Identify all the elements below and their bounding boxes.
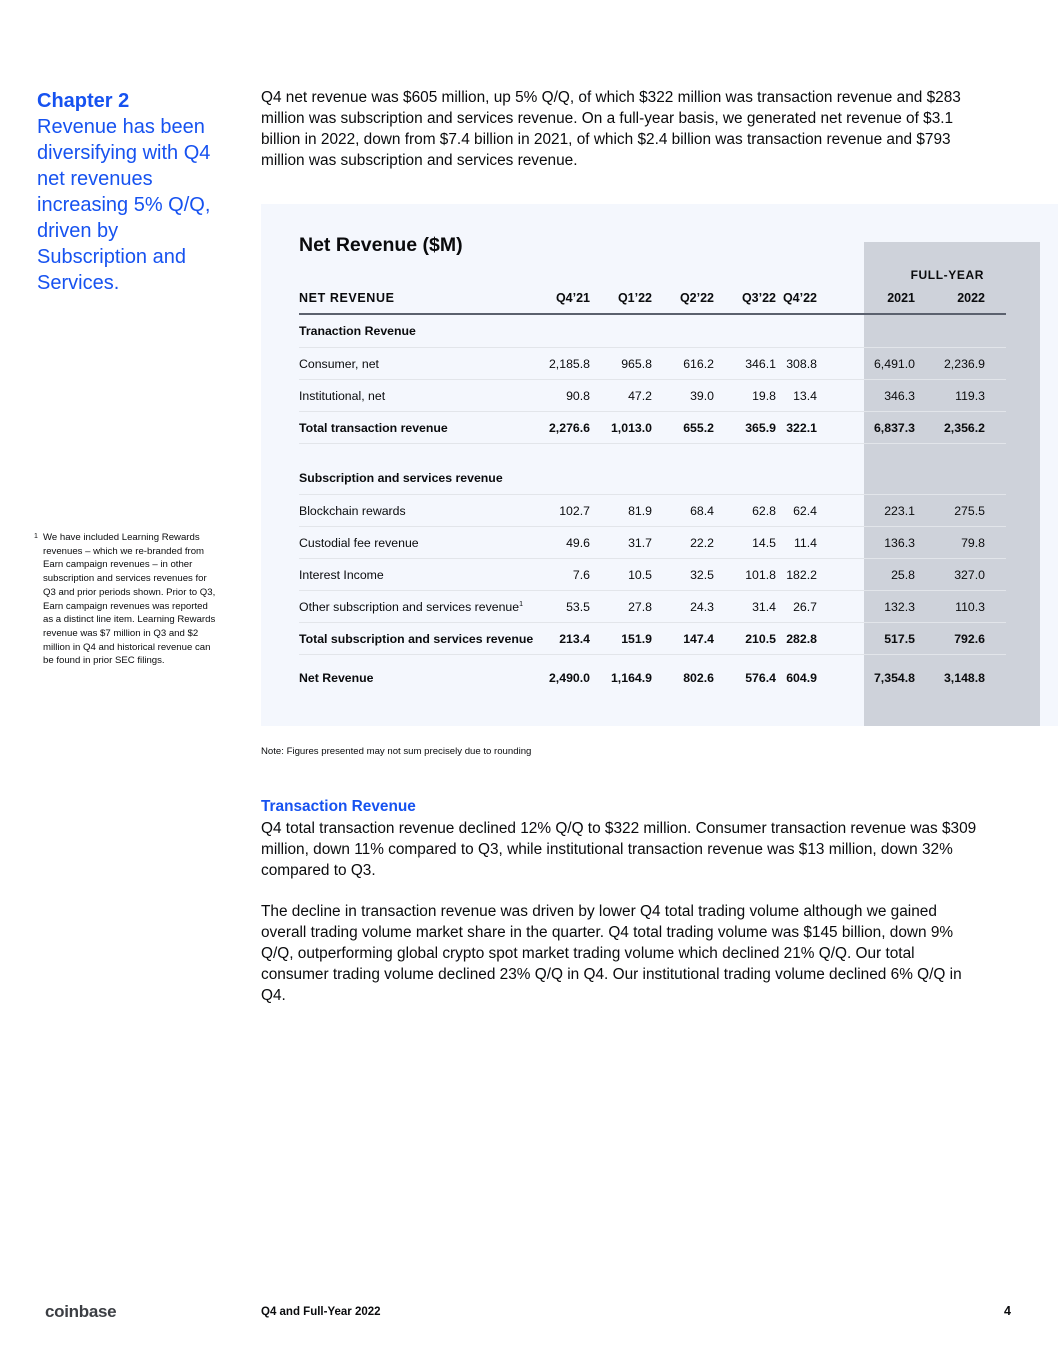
table-cell: 24.3	[652, 591, 714, 623]
table-cell: 101.8	[714, 559, 776, 591]
table-cell: 79.8	[915, 527, 1006, 559]
row-label: Total subscription and services revenue	[299, 623, 539, 655]
table-cell: 14.5	[714, 527, 776, 559]
table-total-row	[299, 623, 1006, 655]
table-cell: 308.8	[776, 348, 838, 380]
footnote-ref: 1	[519, 600, 523, 608]
table-cell: 27.8	[590, 591, 652, 623]
table-cell: 655.2	[652, 412, 714, 444]
table-cell: 327.0	[915, 559, 1006, 591]
row-label	[299, 591, 539, 623]
table-total-row	[299, 412, 1006, 444]
transaction-revenue-heading: Transaction Revenue	[261, 798, 416, 815]
row-label: Custodial fee revenue	[299, 527, 539, 559]
table-title: Net Revenue ($M)	[299, 234, 463, 256]
section-label: Subscription and services revenue	[299, 462, 1006, 495]
table-cell: 346.1	[714, 348, 776, 380]
row-label: Consumer, net	[299, 348, 539, 380]
row-label: Total transaction revenue	[299, 412, 539, 444]
table-cell: 517.5	[838, 623, 915, 655]
table-cell: 136.3	[838, 527, 915, 559]
transaction-paragraph: The decline in transaction revenue was driven by lower Q4 total trading volume although we gained overall trading volume market share in the quarter. Q4 total trading volume was $145 billion, down 9% Q/Q, outperforming global crypto spot market trading volume which declined 21% Q/Q. Our total consumer trading volume declined 23% Q/Q in Q4. Our institutional trading volume declined 6% Q/Q in Q4.	[261, 903, 962, 1004]
table-cell: 2,356.2	[915, 412, 1006, 444]
table-cell: 13.4	[776, 380, 838, 412]
table-cell: 110.3	[915, 591, 1006, 623]
table-cell: 182.2	[776, 559, 838, 591]
table-cell: 25.8	[838, 559, 915, 591]
table-cell: 7,354.8	[873, 671, 915, 685]
table-cell: 604.9	[786, 671, 817, 685]
chapter-label: Chapter 2	[37, 90, 130, 112]
footnote	[34, 531, 220, 668]
table-row	[299, 495, 1006, 527]
table-row	[299, 348, 1006, 380]
table-cell: 10.5	[590, 559, 652, 591]
row-label: Institutional, net	[299, 380, 539, 412]
table-cell: 322.1	[776, 412, 838, 444]
table-cell: 2,276.6	[539, 412, 590, 444]
table-cell: 275.5	[915, 495, 1006, 527]
table-cell: 49.6	[539, 527, 590, 559]
chapter-sidebar	[37, 88, 227, 296]
column-header: 2022	[915, 282, 1006, 314]
column-header: Q4’22	[776, 282, 838, 314]
table-cell: 346.3	[838, 380, 915, 412]
column-header: Q1’22	[590, 282, 652, 314]
table-cell: 2,490.0	[548, 671, 590, 685]
table-cell: 22.2	[652, 527, 714, 559]
table-cell: 365.9	[714, 412, 776, 444]
table-cell: 3,148.8	[943, 671, 985, 685]
table-cell: 213.4	[539, 623, 590, 655]
table-cell: 576.4	[745, 671, 776, 685]
table-note: Note: Figures presented may not sum precisely due to rounding	[261, 746, 532, 757]
row-label: Blockchain rewards	[299, 495, 539, 527]
table-cell: 223.1	[838, 495, 915, 527]
table-cell: 68.4	[652, 495, 714, 527]
table-net-row	[299, 655, 1006, 702]
table-cell: 147.4	[652, 623, 714, 655]
table-cell: 6,837.3	[838, 412, 915, 444]
table-cell: 119.3	[915, 380, 1006, 412]
transaction-paragraph: Q4 total transaction revenue declined 12% Q/Q to $322 million. Consumer transaction revenue was $309 million, down 11% compared to Q3, while institutional transaction revenue was $13 million, down 32% compared to Q3.	[261, 820, 977, 879]
full-year-header: FULL-YEAR	[910, 268, 984, 282]
table-cell: 792.6	[915, 623, 1006, 655]
table-cell: 90.8	[539, 380, 590, 412]
row-label-text: Other subscription and services revenue	[299, 599, 520, 614]
column-header: Q2’22	[652, 282, 714, 314]
table-cell: 2,185.8	[539, 348, 590, 380]
table-cell: 2,236.9	[915, 348, 1006, 380]
table-cell: 6,491.0	[838, 348, 915, 380]
table-cell: 1,164.9	[610, 671, 652, 685]
section-label: Tranaction Revenue	[299, 314, 1006, 348]
table-cell: 26.7	[776, 591, 838, 623]
table-cell: 151.9	[590, 623, 652, 655]
table-cell: 802.6	[683, 671, 714, 685]
footnote-marker: 1	[34, 533, 38, 540]
table-section-row	[299, 314, 1006, 348]
table-cell: 1,013.0	[590, 412, 652, 444]
report-period: Q4 and Full-Year 2022	[261, 1306, 381, 1318]
chapter-title: Revenue has been diversifying with Q4 net revenues increasing 5% Q/Q, driven by Subscription and Services.	[37, 116, 211, 294]
table-cell: 102.7	[539, 495, 590, 527]
table-cell: 31.4	[714, 591, 776, 623]
column-header: Q3’22	[714, 282, 776, 314]
table-cell: 282.8	[776, 623, 838, 655]
coinbase-logo: coinbase	[45, 1302, 117, 1321]
footnote-text: We have included Learning Rewards revenues – which we re-branded from Earn campaign revenues – in other subscription and services revenues for Q3 and prior periods shown. Prior to Q3, Earn campaign revenues was reported as a distinct line item. Learning Rewards revenue was $7 million in Q3 and $2 million in Q4 and historical revenue can be found in prior SEC filings.	[43, 532, 216, 667]
table-cell: 39.0	[652, 380, 714, 412]
table-row	[299, 527, 1006, 559]
net-revenue-table	[299, 282, 1006, 701]
row-label: Interest Income	[299, 559, 539, 591]
table-cell: 132.3	[838, 591, 915, 623]
table-cell: 81.9	[590, 495, 652, 527]
table-cell: 965.8	[590, 348, 652, 380]
table-cell: 19.8	[714, 380, 776, 412]
table-cell: 7.6	[539, 559, 590, 591]
table-section-row	[299, 462, 1006, 495]
table-cell: 32.5	[652, 559, 714, 591]
table-cell: 616.2	[652, 348, 714, 380]
column-header: 2021	[838, 282, 915, 314]
table-cell: 47.2	[590, 380, 652, 412]
table-cell: 210.5	[714, 623, 776, 655]
table-row	[299, 380, 1006, 412]
table-cell: 31.7	[590, 527, 652, 559]
table-cell: 53.5	[539, 591, 590, 623]
page-number: 4	[1004, 1304, 1011, 1318]
table-cell: 11.4	[776, 527, 838, 559]
column-header: NET REVENUE	[299, 282, 539, 314]
row-label: Net Revenue	[299, 671, 374, 685]
column-header: Q4’21	[539, 282, 590, 314]
table-row	[299, 559, 1006, 591]
intro-paragraph: Q4 net revenue was $605 million, up 5% Q/Q, of which $322 million was transaction revenue and $283 million was subscription and services revenue. On a full-year basis, we generated net revenue of $3.1 billion in 2022, down from $7.4 billion in 2021, of which $2.4 billion was transaction revenue and $793 million was subscription and services revenue.	[261, 89, 961, 169]
table-row	[299, 591, 1006, 623]
table-cell: 62.4	[776, 495, 838, 527]
table-spacer	[299, 444, 1006, 463]
table-cell: 62.8	[714, 495, 776, 527]
table-header-row	[299, 282, 1006, 314]
